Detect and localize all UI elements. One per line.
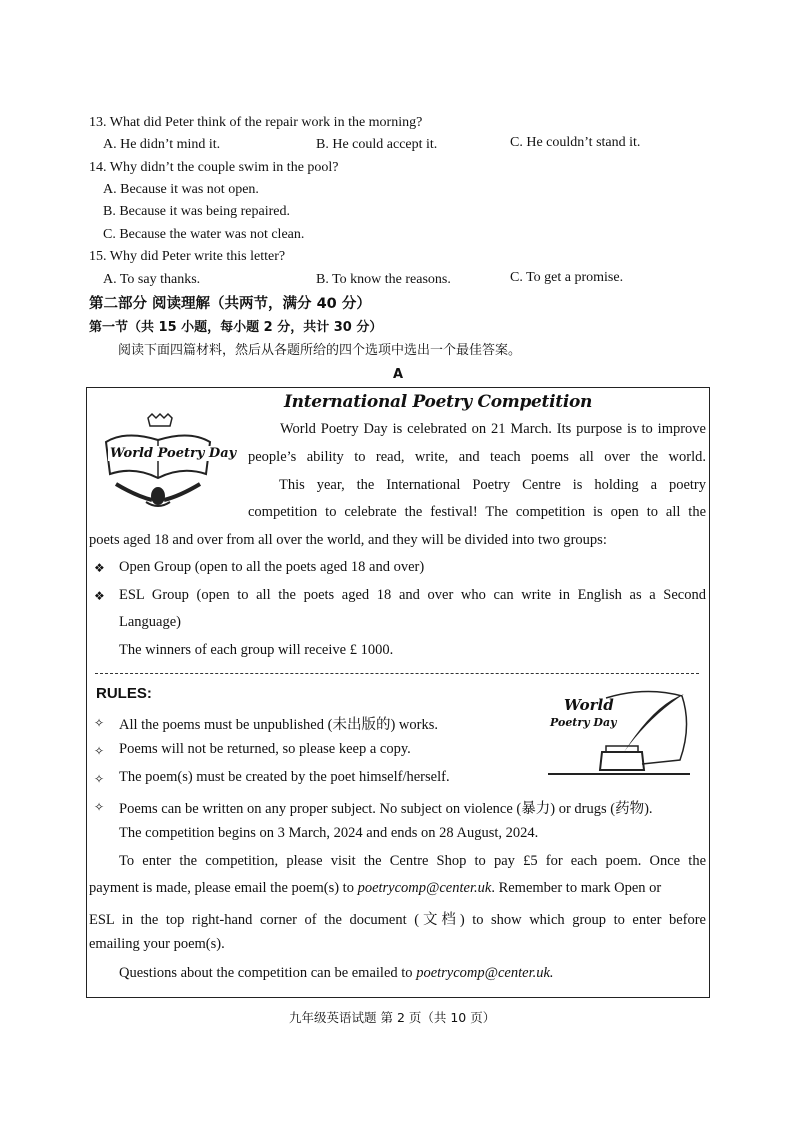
open-diamond-bullet-icon: ✧	[94, 772, 105, 786]
q14-option-c: C. Because the water was not clean.	[103, 227, 305, 242]
questions-text: Questions about the competition can be emailed to	[119, 965, 413, 981]
diamond-bullet-icon: ❖	[94, 589, 105, 603]
section-divider	[95, 673, 699, 674]
enter-line-1: To enter the competition, please visit the Centre Shop to pay £5 for each poem. Once the	[119, 853, 706, 869]
winners-line: The winners of each group will receive £ 1000.	[119, 642, 394, 658]
diamond-bullet-icon: ❖	[94, 561, 105, 575]
question-14-stem: 14. Why didn’t the couple swim in the pool?	[89, 160, 339, 175]
logo1-text: World Poetry Day	[110, 446, 237, 461]
logo2-text-2: Poetry Day	[550, 716, 617, 729]
enter-line-2-end: . Remember to mark Open or	[491, 880, 662, 896]
group-esl: ESL Group (open to all the poets aged 18 and over who can write in English as a Second	[119, 587, 706, 603]
p1-line-2: people’s ability to read, write, and teach poems all over the world.	[248, 449, 706, 465]
rule-1: All the poems must be unpublished (未出版的) works.	[119, 717, 438, 733]
email-link[interactable]: poetrycomp@center.uk	[357, 880, 492, 896]
rules-heading: RULES:	[96, 685, 152, 702]
group-esl-cont: Language)	[119, 614, 181, 630]
q13-option-b: B. He could accept it.	[316, 137, 438, 152]
question-15-stem: 15. Why did Peter write this letter?	[89, 249, 286, 264]
open-diamond-bullet-icon: ✧	[94, 716, 105, 730]
p1-line-3: This year, the International Poetry Centre is holding a poetry	[279, 477, 706, 493]
q15-option-c: C. To get a promise.	[510, 270, 624, 285]
q15-option-a: A. To say thanks.	[103, 272, 201, 287]
enter-line-2	[89, 880, 706, 897]
p1-line-5: poets aged 18 and over from all over the world, and they will be divided into two groups:	[89, 532, 607, 548]
questions-email-link[interactable]: poetrycomp@center.uk.	[416, 965, 554, 981]
q14-option-b: B. Because it was being repaired.	[103, 204, 290, 219]
page-footer: 九年级英语试题 第 2 页（共 10 页）	[289, 1010, 496, 1025]
q13-option-a: A. He didn’t mind it.	[103, 137, 221, 152]
quill-ink-logo	[546, 686, 694, 778]
rule-3: The poem(s) must be created by the poet himself/herself.	[119, 769, 450, 785]
p1-line-1: World Poetry Day is celebrated on 21 March. Its purpose is to improve	[280, 421, 706, 437]
passage-letter: A	[393, 367, 404, 382]
rule-2: Poems will not be returned, so please keep a copy.	[119, 741, 411, 757]
competition-dates: The competition begins on 3 March, 2024 and ends on 28 August, 2024.	[119, 825, 539, 841]
group-open: Open Group (open to all the poets aged 18 and over)	[119, 559, 425, 575]
rule-4: Poems can be written on any proper subject. No subject on violence (暴力) or drugs (药物).	[119, 801, 653, 817]
enter-line-4: emailing your poem(s).	[89, 936, 225, 952]
section1-heading: 第一节（共 15 小题，每小题 2 分，共计 30 分）	[89, 320, 383, 335]
logo2-text-1: World	[564, 696, 614, 714]
enter-line-2-text: payment is made, please email the poem(s) to	[89, 880, 354, 896]
reading-instruction: 阅读下面四篇材料，然后从各题所给的四个选项中选出一个最佳答案。	[118, 343, 522, 358]
questions-line	[119, 965, 554, 982]
q13-option-c: C. He couldn’t stand it.	[510, 135, 641, 150]
open-diamond-bullet-icon: ✧	[94, 744, 105, 758]
passage-title: International Poetry Competition	[284, 392, 593, 412]
p1-line-4: competition to celebrate the festival! The competition is open to all the	[248, 504, 706, 520]
part2-heading: 第二部分 阅读理解（共两节，满分 40 分）	[89, 296, 371, 312]
world-poetry-day-logo	[96, 412, 237, 512]
enter-line-3: ESL in the top right-hand corner of the document (文档) to show which group to enter before	[89, 912, 706, 928]
q15-option-b: B. To know the reasons.	[316, 272, 451, 287]
open-diamond-bullet-icon: ✧	[94, 800, 105, 814]
question-13-stem: 13. What did Peter think of the repair work in the morning?	[89, 115, 423, 130]
q14-option-a: A. Because it was not open.	[103, 182, 259, 197]
